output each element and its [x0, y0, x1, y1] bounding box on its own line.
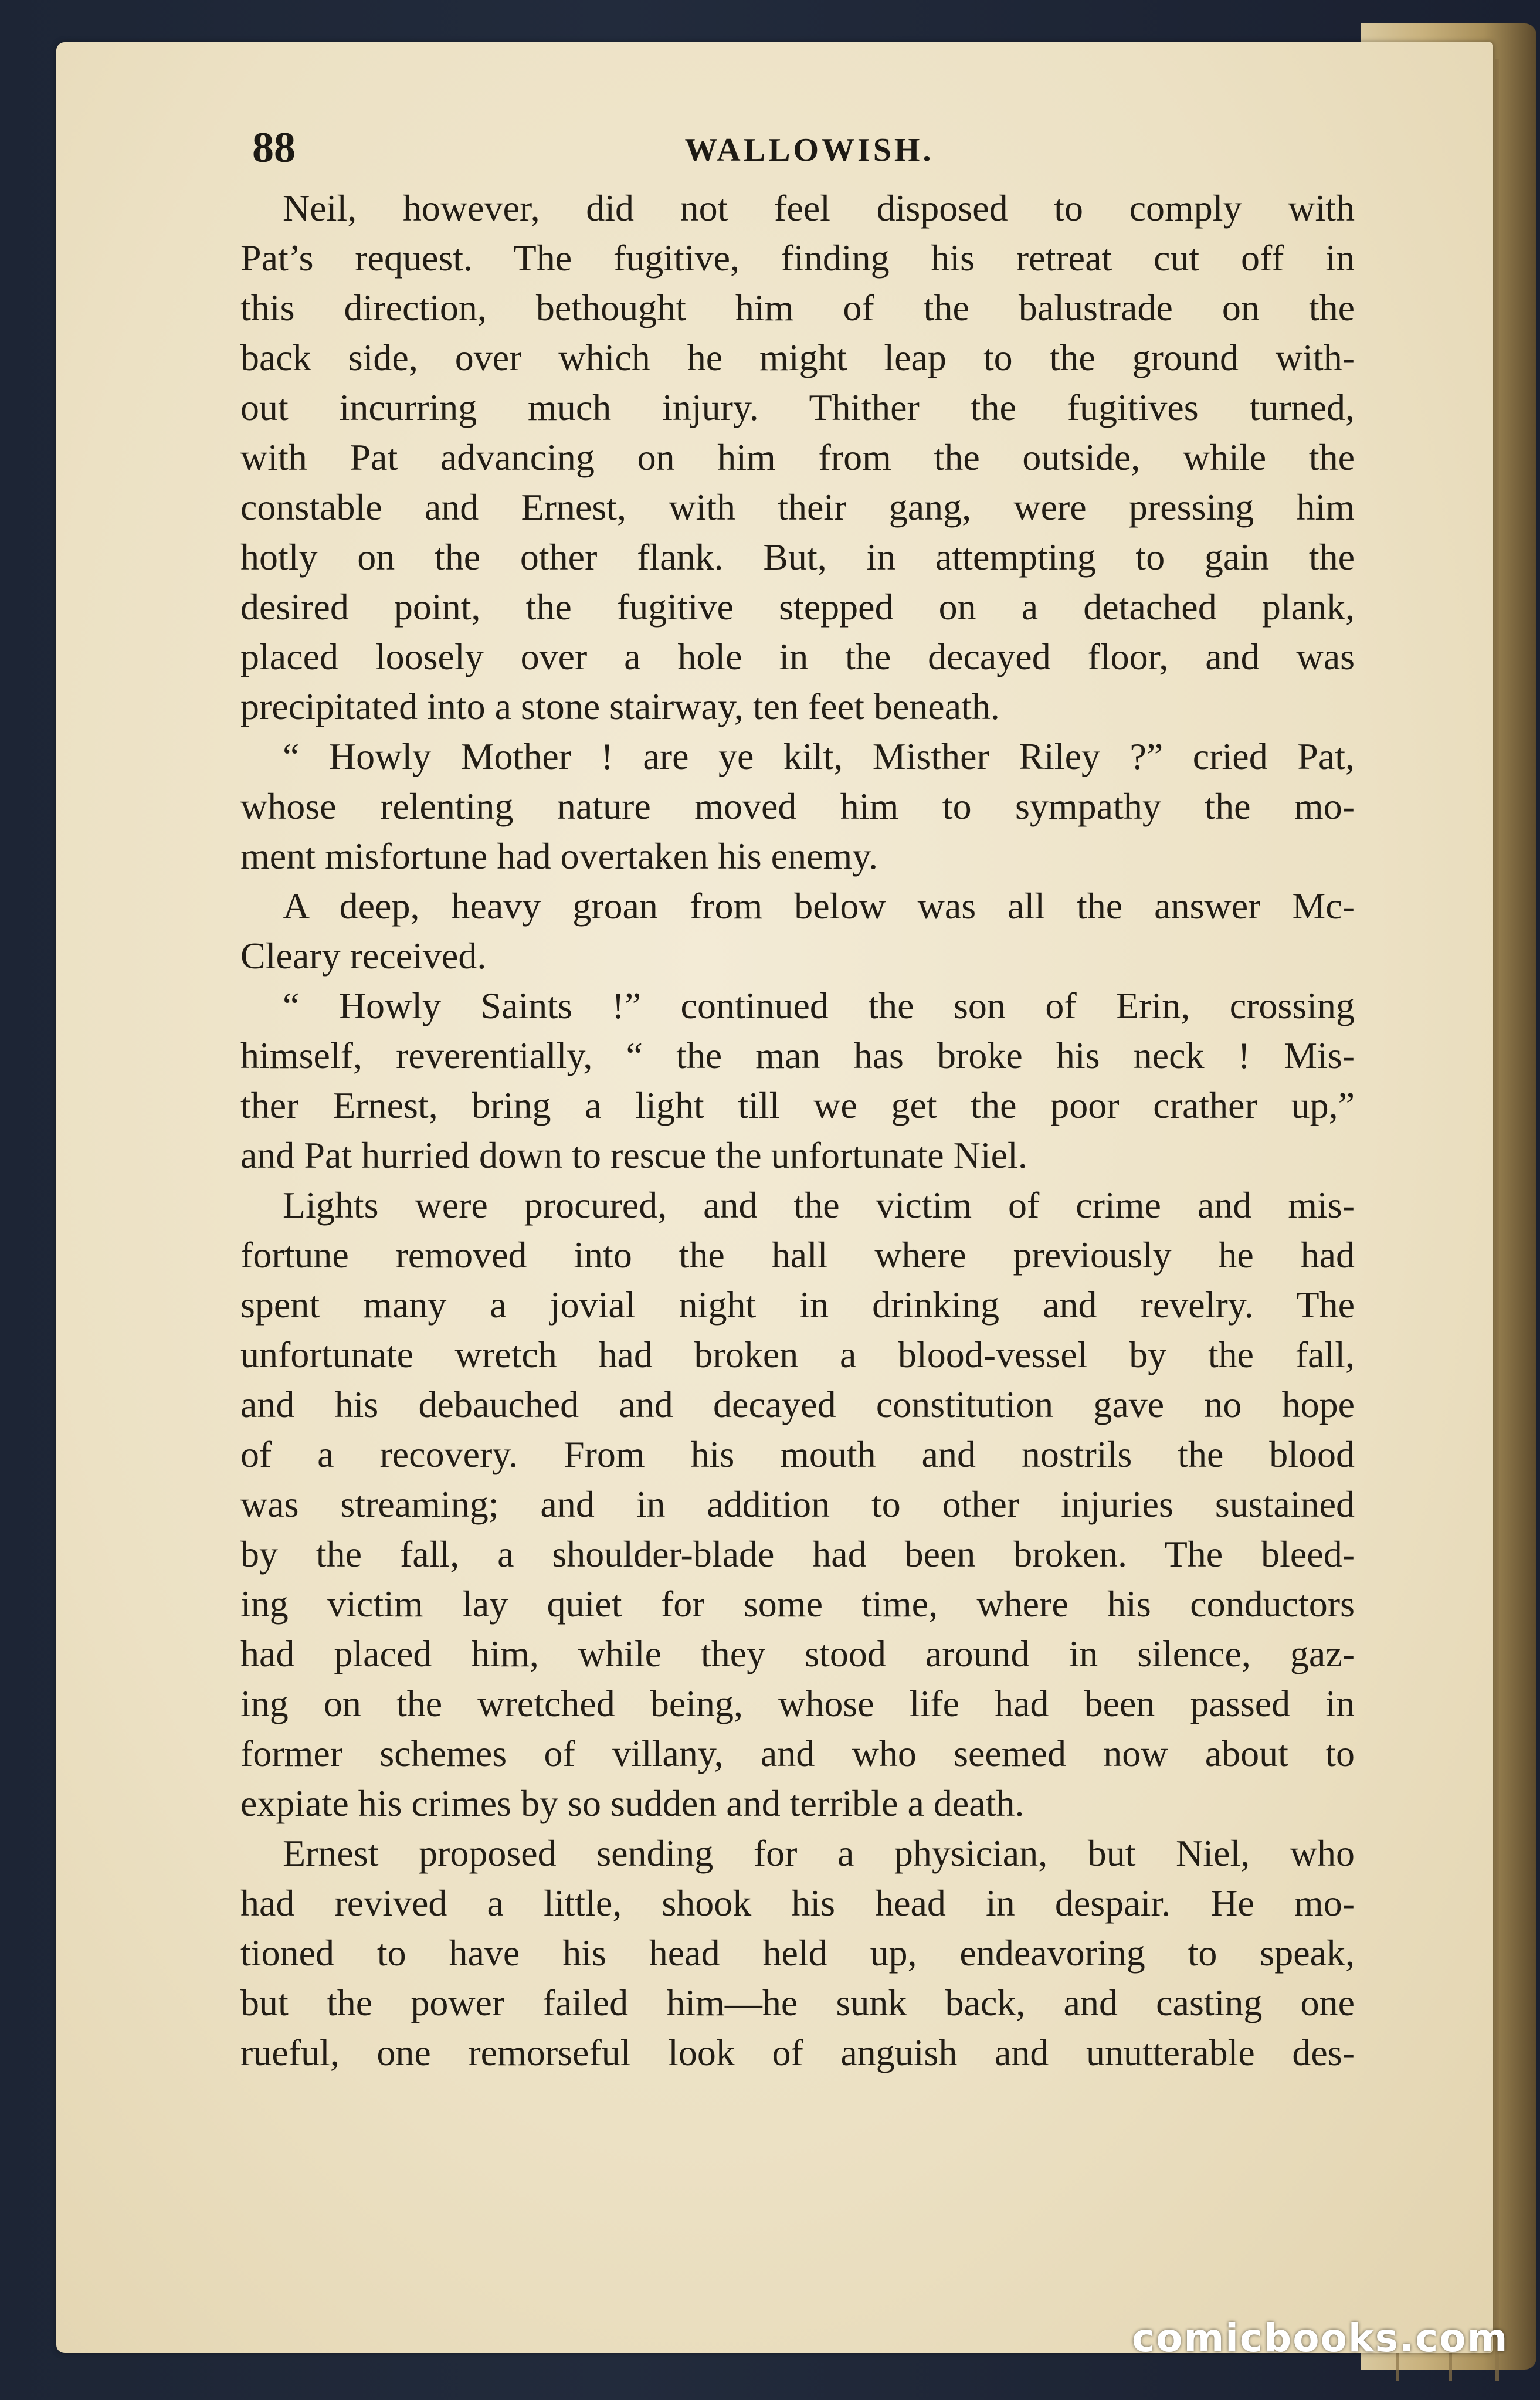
text-line: this direction, bethought him of the balustrade on the: [240, 287, 1355, 328]
text-line: ing on the wretched being, whose life had been passed in: [240, 1683, 1355, 1724]
text-line: had revived a little, shook his head in despair. He mo-: [240, 1882, 1355, 1924]
text-line: with Pat advancing on him from the outside, while the: [240, 436, 1355, 478]
text-line: and Pat hurried down to rescue the unfortunate Niel.: [240, 1134, 1027, 1176]
text-line: ing victim lay quiet for some time, where his conductors: [240, 1583, 1355, 1625]
page-header: [252, 123, 1366, 182]
text-line: Pat’s request. The fugitive, finding his retreat cut off in: [240, 237, 1355, 279]
text-line: constable and Ernest, with their gang, were pressing him: [240, 486, 1355, 528]
text-line: but the power failed him—he sunk back, and casting one: [240, 1982, 1355, 2023]
text-line: tioned to have his head held up, endeavoring to speak,: [240, 1932, 1355, 1974]
text-line: “ Howly Mother ! are ye kilt, Misther Riley ?” cried Pat,: [283, 735, 1355, 777]
text-line: A deep, heavy groan from below was all the answer Mc-: [283, 885, 1355, 927]
text-line: out incurring much injury. Thither the fugitives turned,: [240, 387, 1355, 428]
page-edge-line: [1495, 59, 1499, 2381]
text-line: Cleary received.: [240, 935, 487, 977]
text-line: desired point, the fugitive stepped on a detached plank,: [240, 586, 1355, 628]
text-line: ment misfortune had overtaken his enemy.: [240, 835, 878, 877]
text-line: had placed him, while they stood around in silence, gaz-: [240, 1633, 1355, 1674]
text-line: fortune removed into the hall where previously he had: [240, 1234, 1355, 1276]
text-line: “ Howly Saints !” continued the son of Erin, crossing: [283, 985, 1355, 1026]
text-line: spent many a jovial night in drinking and revelry. The: [240, 1284, 1355, 1326]
text-line: Neil, however, did not feel disposed to comply with: [283, 187, 1355, 229]
text-line: Lights were procured, and the victim of crime and mis-: [283, 1184, 1355, 1226]
text-line: rueful, one remorseful look of anguish and unutterable des-: [240, 2032, 1355, 2073]
text-line: himself, reverentially, “ the man has broke his neck ! Mis-: [240, 1035, 1355, 1076]
text-line: back side, over which he might leap to the ground with-: [240, 337, 1355, 378]
text-line: expiate his crimes by so sudden and terrible a death.: [240, 1782, 1025, 1824]
text-line: of a recovery. From his mouth and nostrils the blood: [240, 1433, 1355, 1475]
watermark: comicbooks.com: [1132, 2316, 1509, 2361]
text-line: and his debauched and decayed constitution gave no hope: [240, 1384, 1355, 1425]
text-line: ther Ernest, bring a light till we get the poor crather up,”: [240, 1084, 1355, 1126]
body-text: [240, 183, 1355, 2077]
text-line: by the fall, a shoulder-blade had been broken. The bleed-: [240, 1533, 1355, 1575]
text-line: was streaming; and in addition to other injuries sustained: [240, 1483, 1355, 1525]
page-number: 88: [252, 124, 296, 172]
running-head: WALLOWISH.: [684, 132, 934, 168]
text-line: whose relenting nature moved him to sympathy the mo-: [240, 785, 1355, 827]
text-line: precipitated into a stone stairway, ten feet beneath.: [240, 686, 1000, 727]
text-line: hotly on the other flank. But, in attempting to gain the: [240, 536, 1355, 578]
text-line: Ernest proposed sending for a physician, but Niel, who: [283, 1832, 1355, 1874]
text-line: former schemes of villany, and who seemed now about to: [240, 1733, 1355, 1774]
text-line: placed loosely over a hole in the decayed floor, and was: [240, 636, 1355, 677]
text-line: unfortunate wretch had broken a blood-vessel by the fall,: [240, 1334, 1355, 1375]
